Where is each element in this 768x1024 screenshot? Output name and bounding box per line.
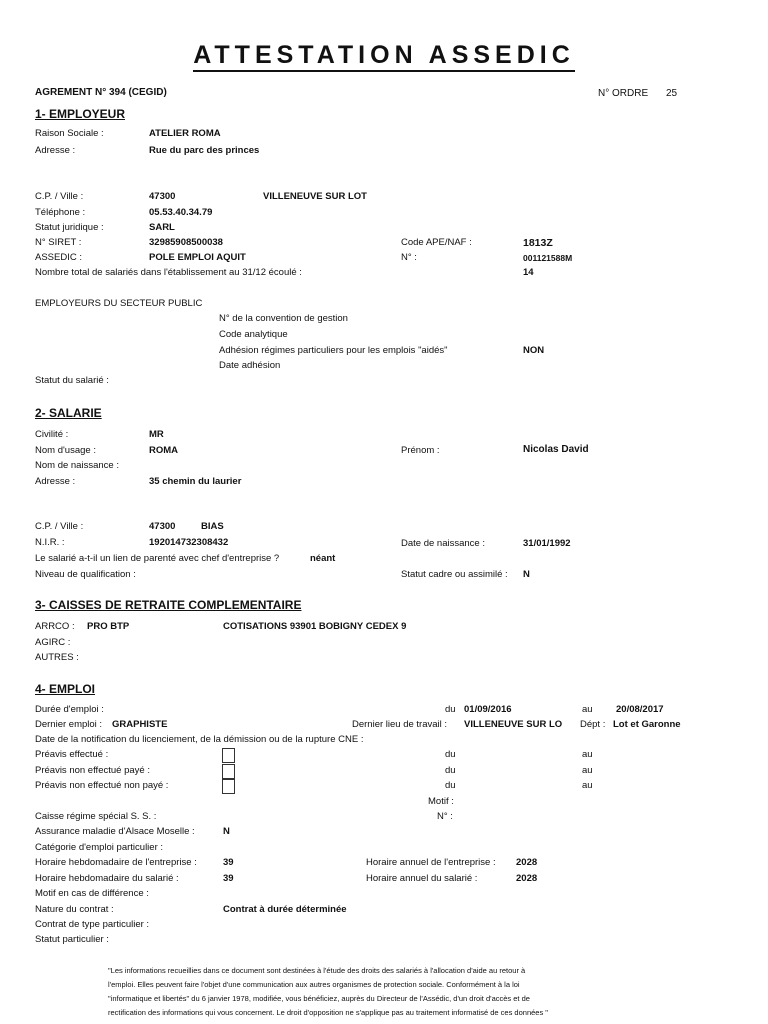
- nature-contrat-label: Nature du contrat :: [35, 904, 114, 915]
- employeur-ville-value: VILLENEUVE SUR LOT: [263, 191, 367, 202]
- dept-value: Lot et Garonne: [613, 719, 681, 730]
- code-analytique-label: Code analytique: [219, 329, 288, 340]
- secteur-public-heading: EMPLOYEURS DU SECTEUR PUBLIC: [35, 298, 203, 309]
- prenom-value: Nicolas David: [523, 444, 589, 455]
- assedic-label: ASSEDIC :: [35, 252, 82, 263]
- preavis-paye-checkbox[interactable]: [222, 764, 235, 779]
- motif-difference-label: Motif en cas de différence :: [35, 888, 149, 899]
- prenom-label: Prénom :: [401, 445, 440, 456]
- dernier-emploi-value: GRAPHISTE: [112, 719, 168, 730]
- statut-cadre-value: N: [523, 569, 530, 580]
- adhesion-value: NON: [523, 345, 545, 356]
- dernier-lieu-value: VILLENEUVE SUR LO: [464, 719, 563, 730]
- preavis-non-paye-label: Préavis non effectué non payé :: [35, 780, 169, 791]
- section-salarie-heading: 2- SALARIE: [35, 406, 102, 420]
- section-caisses-heading: 3- CAISSES DE RETRAITE COMPLEMENTAIRE: [35, 598, 302, 612]
- ordre-label: N° ORDRE: [598, 88, 649, 99]
- arrco-value: PRO BTP: [87, 621, 130, 632]
- annuel-salarie-label: Horaire annuel du salarié :: [366, 873, 478, 884]
- horaire-entreprise-value: 39: [223, 857, 234, 868]
- salarie-adresse-label: Adresse :: [35, 476, 76, 487]
- ordre-value: 25: [666, 88, 678, 99]
- duree-emploi-label: Durée d'emploi :: [35, 704, 104, 715]
- alsace-moselle-label: Assurance maladie d'Alsace Moselle :: [35, 826, 195, 837]
- annuel-salarie-value: 2028: [516, 873, 538, 884]
- preavis-non-paye-du-label: du: [445, 780, 456, 791]
- nombre-salaries-label: Nombre total de salariés dans l'établissement au 31/12 écoulé :: [35, 267, 302, 278]
- salarie-ville-value: BIAS: [201, 521, 224, 532]
- notification-label: Date de la notification du licenciement, de la démission ou de la rupture CNE :: [35, 734, 364, 745]
- horaire-entreprise-label: Horaire hebdomadaire de l'entreprise :: [35, 857, 197, 868]
- raison-sociale-label: Raison Sociale :: [35, 128, 104, 139]
- nature-contrat-value: Contrat à durée déterminée: [223, 904, 347, 915]
- preavis-paye-du-label: du: [445, 765, 456, 776]
- agirc-label: AGIRC :: [35, 637, 71, 648]
- statut-juridique-label: Statut juridique :: [35, 222, 104, 233]
- preavis-paye-au-label: au: [582, 765, 593, 776]
- salarie-cp-value: 47300: [149, 521, 176, 532]
- date-adhesion-label: Date adhésion: [219, 360, 281, 371]
- categorie-label: Catégorie d'emploi particulier :: [35, 842, 164, 853]
- statut-cadre-label: Statut cadre ou assimilé :: [401, 569, 508, 580]
- employeur-adresse-label: Adresse :: [35, 145, 76, 156]
- statut-salarie-label: Statut du salarié :: [35, 375, 109, 386]
- statut-particulier-label: Statut particulier :: [35, 934, 109, 945]
- duree-au-label: au: [582, 704, 593, 715]
- siret-value: 32985908500038: [149, 237, 223, 248]
- parente-label: Le salarié a-t-il un lien de parenté avec chef d'entreprise ?: [35, 553, 280, 564]
- caisse-speciale-label: Caisse régime spécial S. S. :: [35, 811, 157, 822]
- duree-au-value: 20/08/2017: [616, 704, 664, 715]
- assedic-no-value: 001121588M: [523, 253, 573, 263]
- preavis-effectue-du-label: du: [445, 749, 456, 760]
- section-emploi-heading: 4- EMPLOI: [35, 682, 96, 696]
- qualification-label: Niveau de qualification :: [35, 569, 136, 580]
- caisse-no-label: N° :: [437, 811, 453, 822]
- assedic-value: POLE EMPLOI AQUIT: [149, 252, 246, 263]
- nom-naissance-label: Nom de naissance :: [35, 460, 119, 471]
- parente-value: néant: [310, 553, 336, 564]
- date-naissance-label: Date de naissance :: [401, 538, 485, 549]
- preavis-effectue-checkbox[interactable]: [222, 748, 235, 763]
- date-naissance-value: 31/01/1992: [523, 538, 571, 549]
- preavis-non-paye-au-label: au: [582, 780, 593, 791]
- page-title: ATTESTATION ASSEDIC: [0, 40, 768, 70]
- horaire-salarie-value: 39: [223, 873, 234, 884]
- legal-notice-line: "Les informations recueillies dans ce document sont destinées à l'étude des droits des salariés à l'allocation d'aide au retour à: [108, 966, 526, 975]
- nir-value: 192014732308432: [149, 537, 229, 548]
- autres-label: AUTRES :: [35, 652, 79, 663]
- legal-notice-line: rectification des informations qui vous concernent. Le droit d'opposition ne s'applique pas au traitement informatisé de ces données ": [108, 1008, 548, 1017]
- nom-usage-label: Nom d'usage :: [35, 445, 96, 456]
- duree-du-value: 01/09/2016: [464, 704, 512, 715]
- annuel-entreprise-label: Horaire annuel de l'entreprise :: [366, 857, 496, 868]
- contrat-particulier-label: Contrat de type particulier :: [35, 919, 150, 930]
- motif-label: Motif :: [428, 796, 454, 807]
- employeur-adresse-value: Rue du parc des princes: [149, 145, 260, 156]
- telephone-label: Téléphone :: [35, 207, 86, 218]
- legal-notice: [108, 964, 708, 1020]
- section-employeur-heading: 1- EMPLOYEUR: [35, 107, 126, 121]
- ape-label: Code APE/NAF :: [401, 237, 472, 248]
- nir-label: N.I.R. :: [35, 537, 65, 548]
- legal-notice-line: "informatique et libertés" du 6 janvier 1978, modifiée, vous bénéficiez, auprès du Directeur de l'Assédic, d'un droit d'accès et de: [108, 994, 530, 1003]
- preavis-paye-label: Préavis non effectué payé :: [35, 765, 150, 776]
- dernier-emploi-label: Dernier emploi :: [35, 719, 103, 730]
- ape-value: 1813Z: [523, 237, 553, 249]
- adhesion-label: Adhésion régimes particuliers pour les emplois "aidés": [219, 345, 448, 356]
- statut-juridique-value: SARL: [149, 222, 175, 233]
- civilite-label: Civilité :: [35, 429, 69, 440]
- telephone-value: 05.53.40.34.79: [149, 207, 213, 218]
- preavis-non-paye-checkbox[interactable]: [222, 779, 235, 794]
- alsace-moselle-value: N: [223, 826, 230, 837]
- nom-usage-value: ROMA: [149, 445, 179, 456]
- arrco-label: ARRCO :: [35, 621, 75, 632]
- agrement-number: AGREMENT N° 394 (CEGID): [35, 87, 167, 98]
- dernier-lieu-label: Dernier lieu de travail :: [352, 719, 448, 730]
- convention-label: N° de la convention de gestion: [219, 313, 348, 324]
- dept-label: Dépt :: [580, 719, 606, 730]
- employeur-cp-value: 47300: [149, 191, 176, 202]
- salarie-cp-label: C.P. / Ville :: [35, 521, 84, 532]
- annuel-entreprise-value: 2028: [516, 857, 538, 868]
- civilite-value: MR: [149, 429, 164, 440]
- preavis-effectue-label: Préavis effectué :: [35, 749, 109, 760]
- salarie-adresse-value: 35 chemin du laurier: [149, 476, 242, 487]
- assedic-no-label: N° :: [401, 252, 417, 263]
- preavis-effectue-au-label: au: [582, 749, 593, 760]
- raison-sociale-value: ATELIER ROMA: [149, 128, 221, 139]
- legal-notice-line: l'emploi. Elles peuvent faire l'objet d'une communication aux autres organismes de protection sociale. Conformément à la loi: [108, 980, 520, 989]
- nombre-salaries-value: 14: [523, 267, 534, 278]
- duree-du-label: du: [445, 704, 456, 715]
- horaire-salarie-label: Horaire hebdomadaire du salarié :: [35, 873, 179, 884]
- siret-label: N° SIRET :: [35, 237, 82, 248]
- cotisations-value: COTISATIONS 93901 BOBIGNY CEDEX 9: [223, 621, 407, 632]
- employeur-cp-label: C.P. / Ville :: [35, 191, 84, 202]
